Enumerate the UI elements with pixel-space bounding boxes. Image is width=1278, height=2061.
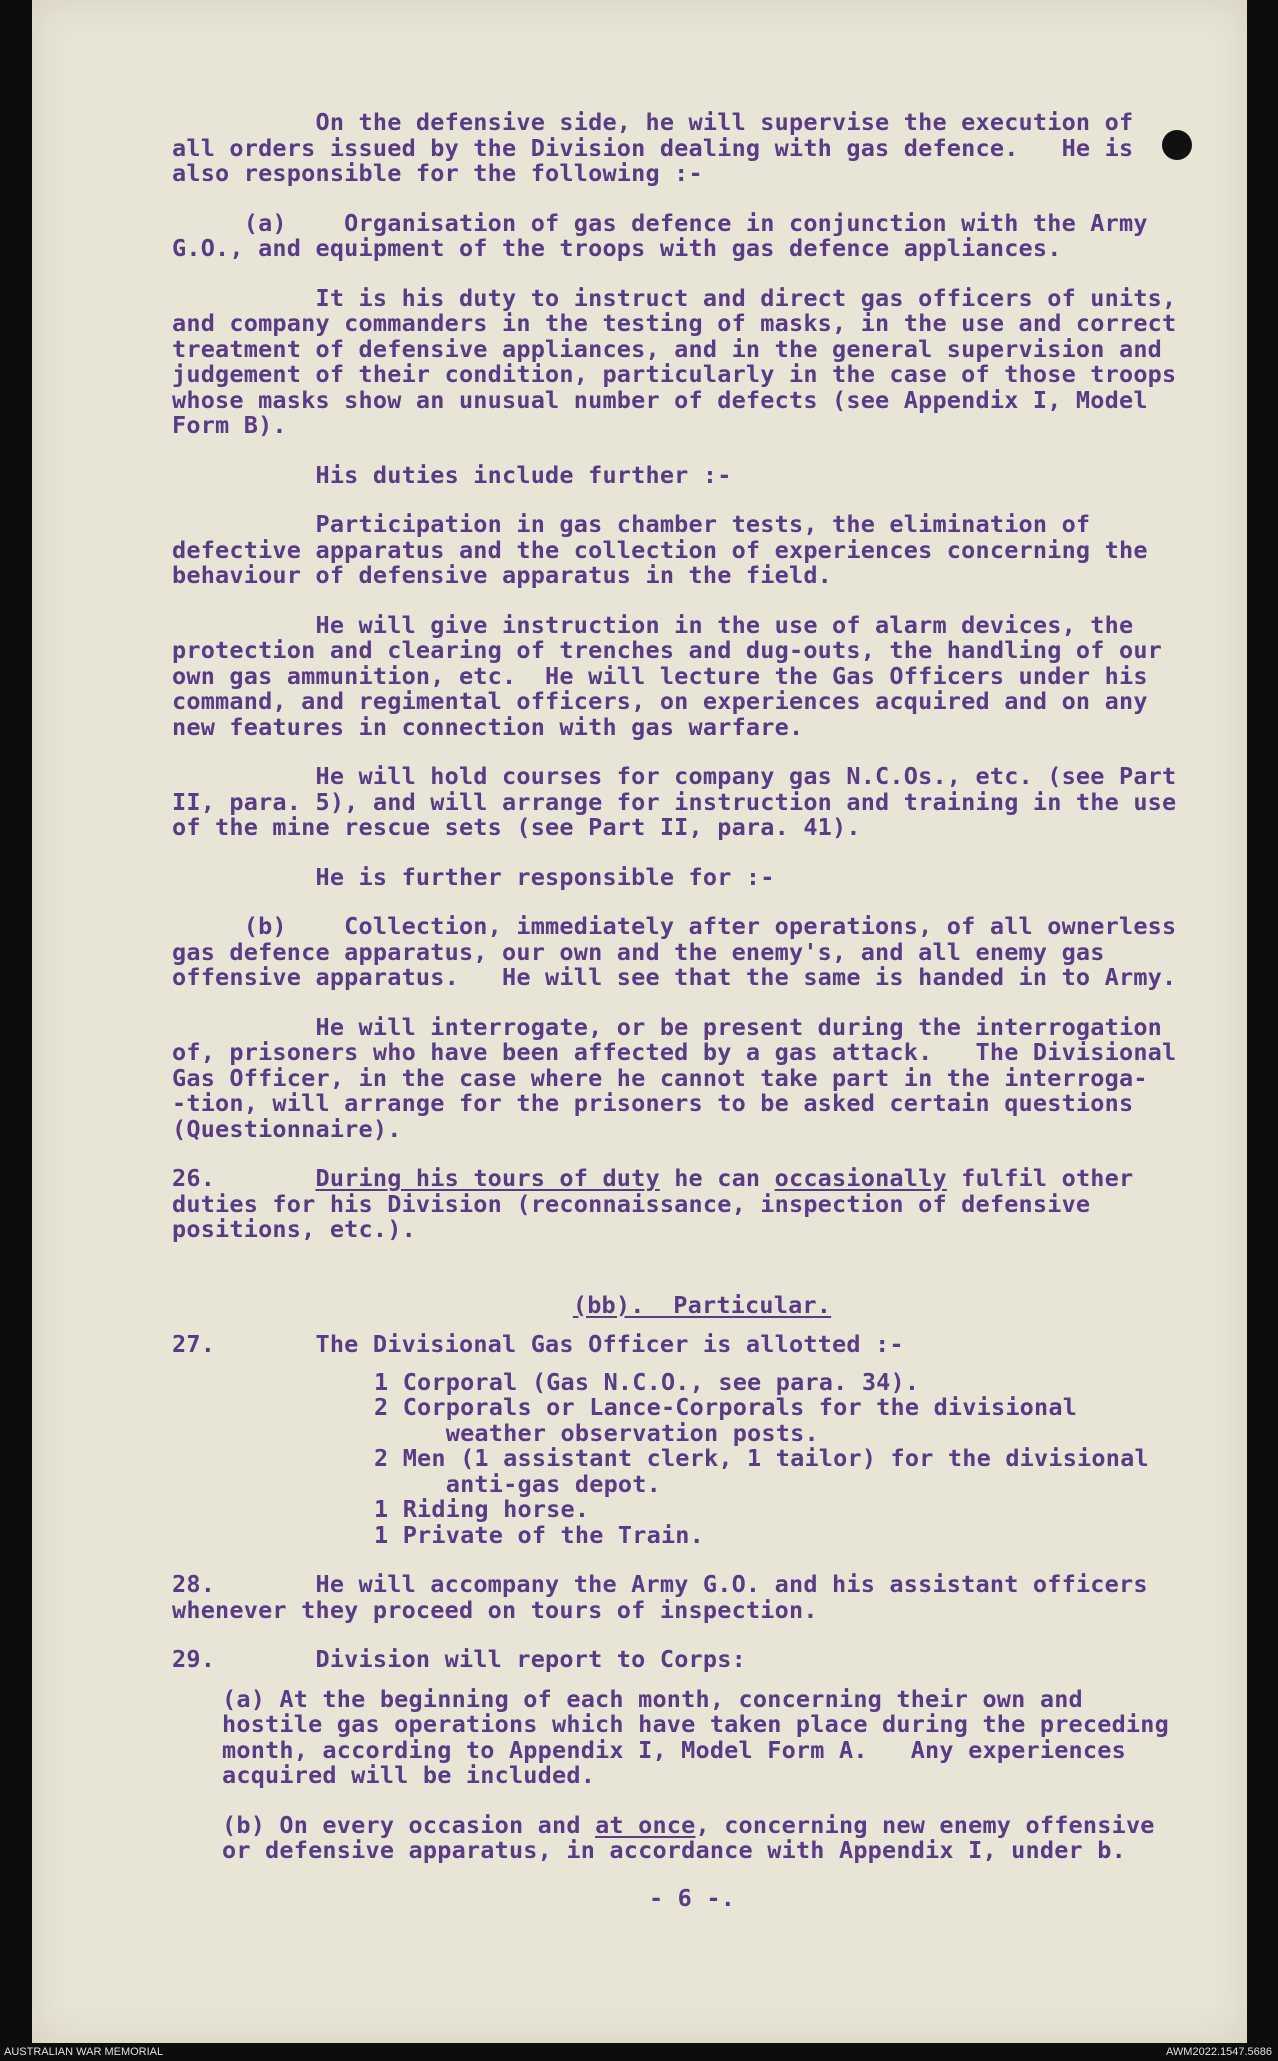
para-number: 28. (172, 1570, 216, 1598)
text-line: (b) Collection, immediately after operations, of all ownerless (172, 912, 1177, 940)
text-line: command, and regimental officers, on experiences acquired and on any (172, 687, 1148, 715)
paragraph (172, 110, 1272, 187)
paragraph (172, 512, 1272, 589)
text-line: defective apparatus and the collection of experiences concerning the (172, 535, 1148, 564)
paragraphs (172, 110, 1272, 1166)
text-line: II, para. 5), and will arrange for instruction and training in the use (172, 787, 1177, 816)
text-line: also responsible for the following :- (172, 159, 703, 187)
text-line: (Questionnaire). (172, 1114, 402, 1143)
paragraph (172, 460, 1272, 489)
archive-footer (0, 2044, 1278, 2061)
paragraph (172, 610, 1272, 741)
text-line: On the defensive side, he will supervise the execution of (172, 108, 1134, 136)
text-line: treatment of defensive appliances, and in the general supervision and (172, 334, 1163, 363)
paragraph (172, 208, 1272, 262)
typed-text (172, 110, 1272, 1911)
text-line: He will give instruction in the use of alarm devices, the (172, 610, 1134, 639)
text-line: His duties include further :- (172, 460, 732, 489)
section-heading: (bb). Particular. (572, 1290, 832, 1319)
underlined-text: During his tours of duty (315, 1164, 660, 1192)
text-line: behaviour of defensive apparatus in the field. (172, 561, 833, 589)
paragraph-27: 27. The Divisional Gas Officer is allotted :- 1 Corporal (Gas N.C.O., see para. 34). 2 Corporals or Lance-Corporals for the divisional weather observation posts. 2 Men (1 assistant clerk, 1 tailor) for the divisional anti-gas depot. 1 Riding horse. 1 Private of the Train. (172, 1332, 1272, 1548)
text-line: gas defence apparatus, our own and the enemy's, and all enemy gas (172, 937, 1105, 966)
text-line: He will interrogate, or be present during the interrogation (172, 1012, 1163, 1041)
paragraph-28: 28. He will accompany the Army G.O. and his assistant officers whenever they proceed on tours of inspection. (172, 1570, 1148, 1624)
text-line: He will hold courses for company gas N.C.Os., etc. (see Part (172, 762, 1177, 790)
list-item: 1 Riding horse. (374, 1495, 590, 1523)
text-line: He is further responsible for :- (172, 862, 775, 891)
text-line: and company commanders in the testing of masks, in the use and correct (172, 309, 1177, 337)
footer-reference: AWM2022.1547.5686 (1166, 2046, 1272, 2058)
underlined-text: at once (595, 1810, 696, 1839)
text-line: of, prisoners who have been affected by a gas attack. The Divisional (172, 1038, 1177, 1066)
text-line: offensive apparatus. He will see that the same is handed in to Army. (172, 963, 1177, 991)
paragraph-29: 29. Division will report to Corps: (a) At the beginning of each month, concerning their own and hostile gas operations which have taken place during the preceding month, according to Appendix I, Model Form A. Any experiences acquired will be included. (b) On every occasion and at once, concerning new enemy offensive or defensive apparatus, in accordance with Appendix I, under b. (172, 1645, 1169, 1864)
text-line: own gas ammunition, etc. He will lecture the Gas Officers under his (172, 661, 1148, 690)
text-line: of the mine rescue sets (see Part II, para. 41). (172, 813, 861, 841)
underlined-text: occasionally (774, 1164, 947, 1192)
text-line: (a) Organisation of gas defence in conjunction with the Army (172, 208, 1148, 237)
list-item: 2 Men (1 assistant clerk, 1 tailor) for the divisional (374, 1444, 1149, 1472)
paragraph (172, 764, 1272, 841)
list-item: anti-gas depot. (374, 1469, 661, 1498)
para-number: 29. (172, 1645, 216, 1673)
paragraph (172, 1012, 1272, 1143)
text-line: all orders issued by the Division dealing with gas defence. He is (172, 133, 1134, 162)
list-item: 2 Corporals or Lance-Corporals for the divisional (374, 1393, 1078, 1421)
text-line: protection and clearing of trenches and dug-outs, the handling of our (172, 636, 1163, 664)
list-item: weather observation posts. (374, 1418, 819, 1447)
footer-institution: AUSTRALIAN WAR MEMORIAL (4, 2046, 164, 2058)
paragraph (172, 283, 1272, 439)
text-line: G.O., and equipment of the troops with gas defence appliances. (172, 234, 1062, 262)
text-line: It is his duty to instruct and direct gas officers of units, (172, 283, 1177, 312)
paragraph (172, 862, 1272, 891)
para-number: 27. (172, 1330, 216, 1358)
para-number: 26. (172, 1164, 216, 1192)
list-item: 1 Private of the Train. (374, 1520, 705, 1549)
text-line: Participation in gas chamber tests, the elimination of (172, 510, 1091, 538)
text-line: new features in connection with gas warfare. (172, 712, 804, 741)
text-line: whose masks show an unusual number of defects (see Appendix I, Model (172, 385, 1148, 414)
text-line: Gas Officer, in the case where he cannot take part in the interroga- (172, 1063, 1148, 1092)
document-page (32, 0, 1247, 2043)
text-line: Form B). (172, 411, 287, 439)
paragraph (172, 914, 1272, 991)
list-item: 1 Corporal (Gas N.C.O., see para. 34). (374, 1367, 920, 1396)
text-line: judgement of their condition, particularly in the case of those troops (172, 360, 1177, 388)
page-number: - 6 -. (648, 1883, 736, 1912)
paragraph-26: 26. During his tours of duty he can occasionally fulfil other duties for his Division (reconnaissance, inspection of defensive positions, etc.). (172, 1164, 1134, 1243)
text-line: -tion, will arrange for the prisoners to be asked certain questions (172, 1089, 1134, 1117)
